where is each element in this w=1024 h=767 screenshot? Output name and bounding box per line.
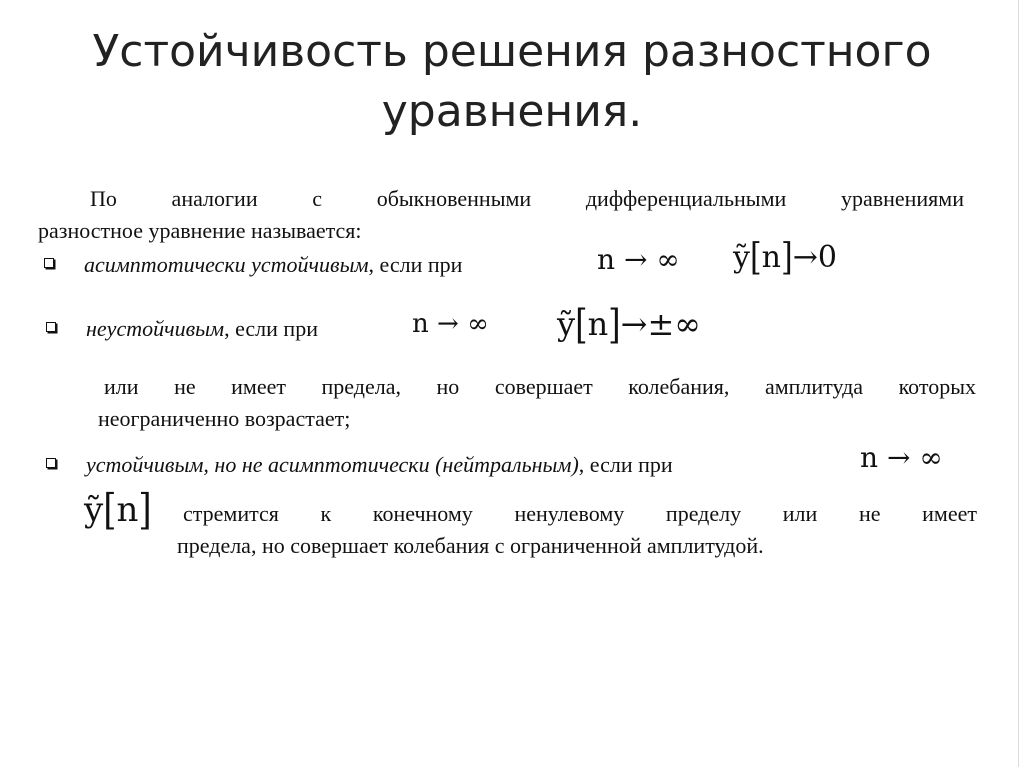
bullet-icon	[44, 258, 54, 268]
item1-expr-close: ]	[781, 235, 793, 280]
item1-cond-limit: ∞	[656, 243, 680, 276]
item2-expression	[557, 300, 701, 348]
title-line-1: Устойчивость решения разностного	[92, 26, 932, 77]
item1-text	[84, 251, 462, 279]
item3-text	[86, 451, 673, 479]
item2-expr-open: [	[575, 300, 588, 348]
item2-cont-line-1: или не имеет предела, но совершает колебания, амплитуда которых	[104, 374, 976, 399]
item3-rest: , если при	[578, 452, 673, 477]
bullet-icon	[46, 458, 56, 468]
item3-cont-line-1: стремится к конечному ненулевому пределу или не имеет	[183, 501, 977, 526]
item1-term: асимптотически устойчивым	[84, 252, 369, 277]
item3-cond-n: n	[860, 441, 879, 474]
item2-text	[86, 315, 318, 343]
item1-expr-limit: 0	[817, 240, 837, 275]
item1-expression	[733, 235, 837, 280]
item2-expr-limit: ±∞	[647, 305, 701, 343]
item1-cond-n: n	[597, 243, 616, 276]
item2-cond-n: n	[412, 309, 429, 339]
item3-expr-open: [	[103, 485, 117, 535]
item3-expr-y: ỹ	[84, 490, 104, 530]
item3-condition	[860, 441, 943, 474]
item2-condition	[412, 309, 489, 339]
item2-cont-line-2: неограниченно возрастает;	[98, 406, 351, 431]
item2-term: неустойчивым	[86, 316, 225, 341]
item3-expr-n: n	[116, 490, 139, 530]
item2-expr-n: n	[587, 305, 609, 343]
item2-expr-y: ỹ	[557, 305, 576, 343]
item3-term: устойчивым, но не асимптотически (нейтральным)	[86, 452, 579, 477]
slide-title	[0, 22, 1024, 142]
item3-cont-line-2: предела, но совершает колебания с ограниченной амплитудой.	[177, 533, 764, 558]
intro-line-1: По аналогии с обыкновенными дифференциальными уравнениями	[90, 186, 964, 211]
item1-expr-n: n	[761, 240, 781, 275]
bullet-icon	[46, 322, 56, 332]
item1-rest: , если при	[368, 252, 463, 277]
item3-expr-close: ]	[138, 485, 152, 535]
item2-expr-arrow: →	[620, 305, 648, 343]
item3-cond-arrow: →	[886, 441, 911, 474]
item1-expr-y: ỹ	[733, 240, 750, 275]
item2-rest: , если при	[224, 316, 318, 341]
item3-expression	[84, 485, 152, 535]
item2-cond-limit: ∞	[467, 309, 489, 339]
title-line-2: уравнения.	[381, 86, 643, 137]
item2-expr-close: ]	[608, 300, 621, 348]
item1-condition	[597, 243, 680, 276]
item1-cond-arrow: →	[623, 243, 648, 276]
item3-cond-limit: ∞	[919, 441, 943, 474]
item1-expr-arrow: →	[792, 240, 818, 275]
item1-expr-open: [	[749, 235, 762, 280]
intro-line-2: разностное уравнение называется:	[38, 218, 362, 243]
item2-cond-arrow: →	[437, 309, 459, 339]
